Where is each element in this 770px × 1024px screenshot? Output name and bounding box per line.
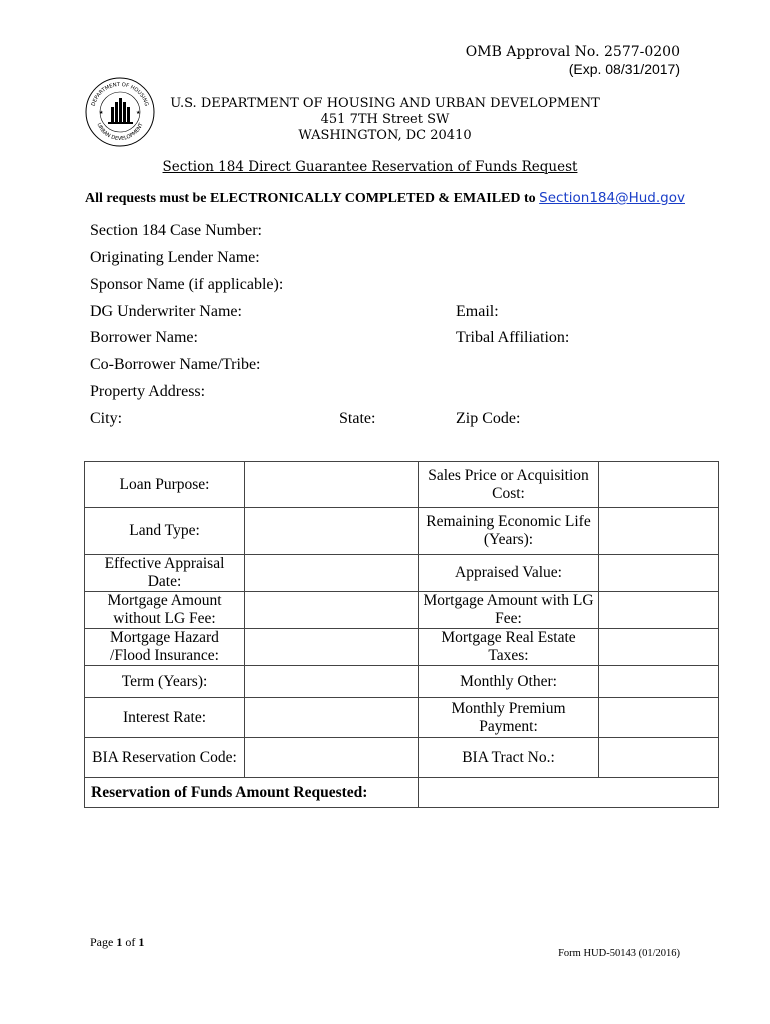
table-label-cell: Term (Years): (85, 666, 245, 698)
page-total: 1 (138, 935, 145, 949)
reservation-amount-label: Reservation of Funds Amount Requested: (85, 778, 419, 808)
interest-rate-value-cell[interactable] (245, 698, 419, 738)
page-label: Page (90, 935, 117, 949)
page-current: 1 (116, 935, 123, 949)
term-years-value-cell[interactable] (245, 666, 419, 698)
property-address-label: Property Address: (90, 383, 206, 400)
table-row (85, 666, 719, 698)
loan-purpose-value-cell[interactable] (245, 462, 419, 508)
form-title: Section 184 Direct Guarantee Reservation of Funds Request (162, 159, 578, 175)
loan-details-table (84, 461, 719, 808)
table-label-cell: Interest Rate: (85, 698, 245, 738)
reservation-amount-value-cell[interactable] (419, 778, 719, 808)
sales-price-value-cell[interactable] (599, 462, 719, 508)
agency-address-block (150, 96, 620, 144)
sponsor-name-label: Sponsor Name (if applicable): (90, 276, 284, 293)
city-label: City: (90, 410, 123, 427)
table-row (85, 738, 719, 778)
page-of: of (122, 935, 139, 949)
table-row (85, 508, 719, 555)
hazard-insurance-value-cell[interactable] (245, 629, 419, 666)
email-link[interactable]: Section184@Hud.gov (539, 190, 685, 206)
zip-code-label: Zip Code: (456, 410, 521, 427)
instruction-text: All requests must be ELECTRONICALLY COMPLETED & EMAILED to (85, 191, 540, 206)
submission-instruction (60, 190, 710, 207)
real-estate-taxes-value-cell[interactable] (599, 629, 719, 666)
mortgage-without-lg-fee-value-cell[interactable] (245, 592, 419, 629)
appraised-value-value-cell[interactable] (599, 555, 719, 592)
table-row (85, 698, 719, 738)
tribal-affiliation-label: Tribal Affiliation: (456, 329, 570, 346)
seal-ring-top: DEPARTMENT OF HOUSING (90, 81, 150, 107)
appraisal-date-value-cell[interactable] (245, 555, 419, 592)
seal-ring-bottom: URBAN DEVELOPMENT (95, 122, 145, 143)
table-label-cell: Mortgage Real Estate Taxes: (419, 629, 599, 666)
table-row (85, 778, 719, 808)
monthly-other-value-cell[interactable] (599, 666, 719, 698)
table-label-cell: Effective Appraisal Date: (85, 555, 245, 592)
email-label: Email: (456, 303, 499, 320)
hud-seal-icon (84, 76, 156, 148)
table-label-cell: Monthly Other: (419, 666, 599, 698)
svg-text:★: ★ (136, 111, 141, 116)
dg-underwriter-label: DG Underwriter Name: (90, 303, 242, 320)
state-label: State: (339, 410, 376, 427)
table-row (85, 462, 719, 508)
co-borrower-label: Co-Borrower Name/Tribe: (90, 356, 261, 373)
omb-expiration: (Exp. 08/31/2017) (568, 61, 680, 77)
bia-tract-no-value-cell[interactable] (599, 738, 719, 778)
table-label-cell: Land Type: (85, 508, 245, 555)
borrower-name-label: Borrower Name: (90, 329, 198, 346)
mortgage-with-lg-fee-value-cell[interactable] (599, 592, 719, 629)
agency-street: 451 7TH Street SW (320, 112, 450, 127)
table-label-cell: Mortgage Amount without LG Fee: (85, 592, 245, 629)
table-label-cell: Mortgage Hazard /Flood Insurance: (85, 629, 245, 666)
agency-city-state-zip: WASHINGTON, DC 20410 (298, 128, 472, 143)
page-number (90, 935, 144, 950)
omb-approval-number: OMB Approval No. 2577-0200 (465, 44, 680, 60)
table-label-cell: BIA Tract No.: (419, 738, 599, 778)
table-row (85, 629, 719, 666)
table-label-cell: Sales Price or Acquisition Cost: (419, 462, 599, 508)
table-row (85, 555, 719, 592)
monthly-premium-value-cell[interactable] (599, 698, 719, 738)
form-number: Form HUD-50143 (01/2016) (558, 948, 680, 959)
agency-name: U.S. DEPARTMENT OF HOUSING AND URBAN DEVELOPMENT (170, 96, 600, 111)
originating-lender-label: Originating Lender Name: (90, 249, 260, 266)
omb-block (440, 44, 680, 78)
hud-seal-logo (84, 76, 156, 148)
bia-reservation-code-value-cell[interactable] (245, 738, 419, 778)
svg-text:★: ★ (99, 111, 104, 116)
remaining-economic-life-value-cell[interactable] (599, 508, 719, 555)
case-number-label: Section 184 Case Number: (90, 222, 262, 239)
table-row (85, 592, 719, 629)
table-label-cell: Mortgage Amount with LG Fee: (419, 592, 599, 629)
land-type-value-cell[interactable] (245, 508, 419, 555)
table-label-cell: BIA Reservation Code: (85, 738, 245, 778)
table-label-cell: Remaining Economic Life (Years): (419, 508, 599, 555)
table-label-cell: Monthly Premium Payment: (419, 698, 599, 738)
table-label-cell: Appraised Value: (419, 555, 599, 592)
table-label-cell: Loan Purpose: (85, 462, 245, 508)
